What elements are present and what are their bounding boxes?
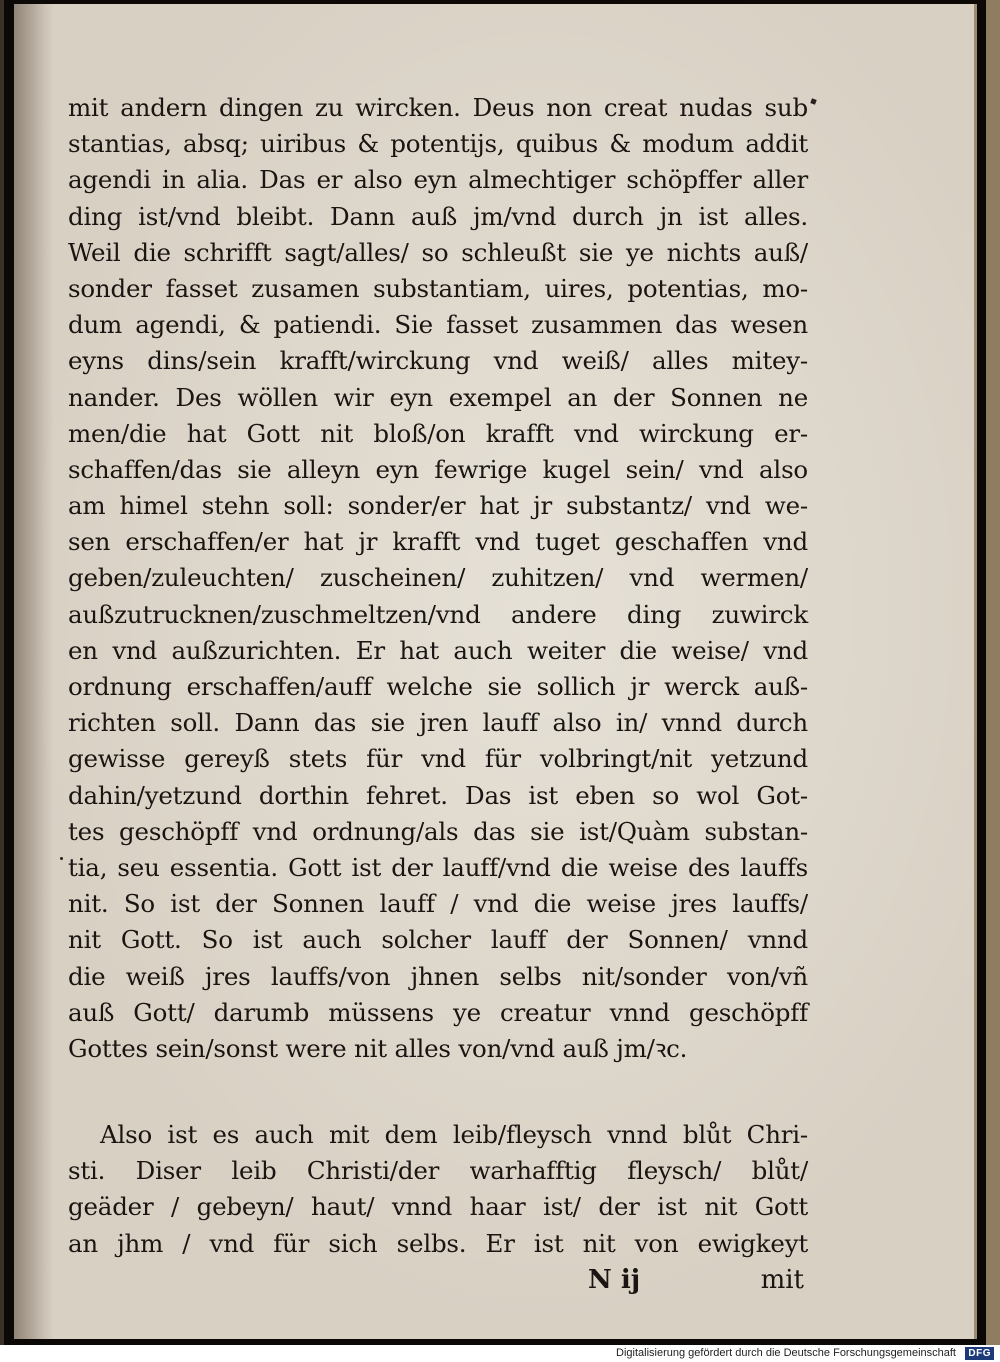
- margin-dot: [60, 857, 63, 860]
- text-line: sonder fasset zusamen substantiam, uires, potentias, mo-: [68, 273, 808, 303]
- text-line: stantias, absq; uiribus & potentijs, quibus & modum addit: [68, 129, 808, 159]
- text-line: die weiß jres lauffs/von jhnen selbs nit/sonder von/vñ: [68, 961, 808, 991]
- text-line: geäder / gebeyn/ haut/ vnnd haar ist/ der ist nit Gott: [68, 1192, 808, 1222]
- frame-edge-right: [986, 0, 1000, 1345]
- text-line: sti. Diser leib Christi/der warhafftig fleysch/ blůt/: [68, 1156, 808, 1186]
- text-line: eyns dins/sein krafft/wirckung vnd weiß/ alles mitey-: [68, 346, 808, 376]
- text-line: sen erschaffen/er hat jr krafft vnd tuget geschaffen vnd: [68, 527, 808, 557]
- footer-bar: [0, 1345, 1000, 1362]
- text-line: an jhm / vnd für sich selbs. Er ist nit von ewigkeyt: [68, 1228, 808, 1258]
- text-line: Weil die schrifft sagt/alles/ so schleußt sie ye nichts auß/: [68, 237, 808, 267]
- text-line: dahin/yetzund dorthin fehret. Das ist eben so wol Got-: [68, 780, 808, 810]
- text-line: dum agendi, & patiendi. Sie fasset zusammen das wesen: [68, 310, 808, 340]
- book-page: [14, 4, 977, 1339]
- text-line: ordnung erschaffen/auff welche sie sollich jr werck auß-: [68, 672, 808, 701]
- signature-mark: N ij: [588, 1264, 641, 1295]
- paragraph-1: [68, 90, 808, 1067]
- text-line: Gottes sein/sonst were nit alles von/vnd auß jm/ꝛc.: [68, 1033, 688, 1063]
- text-line: außzutrucknen/zuschmeltzen/vnd andere ding zuwirck: [68, 599, 808, 629]
- ink-mark: [810, 98, 816, 104]
- text-line: tia, seu essentia. Gott ist der lauff/vnd die weise des lauffs: [68, 852, 808, 882]
- text-line: en vnd außzurichten. Er hat auch weiter die weise/ vnd: [68, 635, 808, 665]
- text-line: agendi in alia. Das er also eyn almechtiger schöpffer aller: [68, 165, 808, 195]
- text-line: richten soll. Dann das sie jren lauff also in/ vnnd durch: [68, 708, 808, 738]
- text-line: gewisse gereyß stets für vnd für volbringt/nit yetzund: [68, 744, 808, 774]
- dfg-logo: DFG: [965, 1347, 994, 1360]
- paragraph-gap: [68, 1067, 808, 1117]
- catchword: mit: [760, 1264, 804, 1295]
- text-line: Also ist es auch mit dem leib/fleysch vnnd blůt Chri-: [100, 1120, 808, 1150]
- page-foot: [68, 1262, 808, 1298]
- text-line: tes geschöpff vnd ordnung/als das sie ist/Quàm substan-: [68, 816, 808, 846]
- funding-credit: Digitalisierung gefördert durch die Deutsche Forschungsgemeinschaft: [616, 1347, 956, 1359]
- text-line: nander. Des wöllen wir eyn exempel an der Sonnen ne: [68, 382, 808, 412]
- text-line: geben/zuleuchten/ zuscheinen/ zuhitzen/ vnd wermen/: [68, 563, 808, 593]
- text-line: ding ist/vnd bleibt. Dann auß jm/vnd durch jn ist alles.: [68, 201, 808, 231]
- text-line: nit. So ist der Sonnen lauff / vnd die weise jres lauffs/: [68, 889, 808, 919]
- text-line: auß Gott/ darumb müssens ye creatur vnnd geschöpff: [68, 997, 808, 1027]
- text-line: mit andern dingen zu wircken. Deus non creat nudas sub: [68, 93, 808, 122]
- text-line: am himel stehn soll: sonder/er hat jr substantz/ vnd we-: [68, 491, 808, 521]
- text-line: nit Gott. So ist auch solcher lauff der Sonnen/ vnnd: [68, 925, 808, 955]
- frame-edge-left: [0, 0, 4, 1345]
- text-line: schaffen/das sie alleyn eyn fewrige kugel sein/ vnd also: [68, 454, 808, 484]
- gutter-shadow: [14, 4, 54, 1339]
- text-block: [68, 90, 808, 1298]
- paragraph-2: [68, 1117, 808, 1262]
- text-line: men/die hat Gott nit bloß/on krafft vnd wirckung er-: [68, 418, 808, 448]
